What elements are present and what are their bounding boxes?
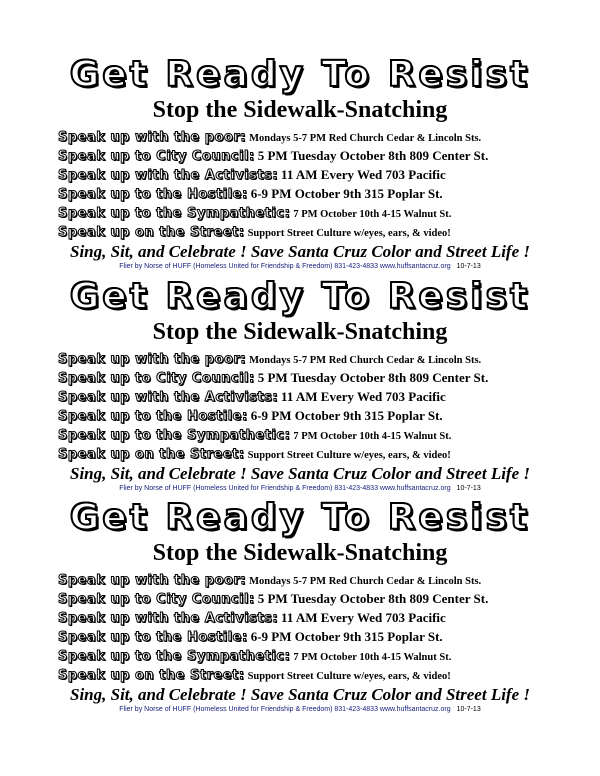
event-label: Speak up to the Sympathetic:	[58, 428, 291, 443]
credit-date: 10-7-13	[456, 706, 481, 713]
credit-line	[0, 262, 600, 272]
event-label: Speak up with the Activists:	[58, 390, 279, 405]
event-detail: 7 PM October 10th 4-15 Walnut St.	[293, 431, 452, 442]
headline: Get Ready To Resist	[69, 276, 531, 317]
event-label: Speak up to the Hostile:	[58, 630, 248, 645]
event-detail: Support Street Culture w/eyes, ears, & video!	[247, 671, 451, 682]
headline: Get Ready To Resist	[69, 54, 531, 95]
event-row	[58, 386, 598, 405]
event-detail: 11 AM Every Wed 703 Pacific	[281, 389, 446, 404]
credit-line	[0, 484, 600, 494]
event-detail: Support Street Culture w/eyes, ears, & video!	[247, 228, 451, 239]
event-label: Speak up with the Activists:	[58, 611, 279, 626]
event-label: Speak up with the poor:	[58, 352, 247, 367]
headline: Get Ready To Resist	[69, 497, 531, 538]
event-detail: 5 PM Tuesday October 8th 809 Center St.	[257, 591, 489, 606]
event-detail: Mondays 5-7 PM Red Church Cedar & Lincoln Sts.	[249, 133, 482, 144]
event-row	[58, 348, 598, 367]
slogan: Sing, Sit, and Celebrate ! Save Santa Cruz Color and Street Life !	[69, 464, 530, 483]
slogan: Sing, Sit, and Celebrate ! Save Santa Cruz Color and Street Life !	[69, 685, 530, 704]
event-detail: 6-9 PM October 9th 315 Poplar St.	[250, 408, 443, 423]
event-row	[58, 443, 598, 462]
event-detail: 6-9 PM October 9th 315 Poplar St.	[250, 186, 443, 201]
credit-text: Flier by Norse of HUFF (Homeless United for Friendship & Freedom) 831-423-4833 www.huffsantacruz.org	[119, 706, 451, 713]
event-label: Speak up to City Council:	[58, 149, 255, 164]
credit-line	[0, 705, 600, 715]
event-detail: Mondays 5-7 PM Red Church Cedar & Lincoln Sts.	[249, 576, 482, 587]
event-row	[58, 183, 598, 202]
event-label: Speak up on the Street:	[58, 668, 245, 683]
event-detail: Support Street Culture w/eyes, ears, & video!	[247, 450, 451, 461]
event-row	[58, 607, 598, 626]
event-row	[58, 202, 598, 221]
event-detail: 11 AM Every Wed 703 Pacific	[281, 610, 446, 625]
event-row	[58, 569, 598, 588]
event-row	[58, 145, 598, 164]
slogan: Sing, Sit, and Celebrate ! Save Santa Cruz Color and Street Life !	[69, 242, 530, 261]
event-label: Speak up on the Street:	[58, 225, 245, 240]
event-detail: Mondays 5-7 PM Red Church Cedar & Lincoln Sts.	[249, 355, 482, 366]
event-row	[58, 164, 598, 183]
event-detail: 7 PM October 10th 4-15 Walnut St.	[293, 209, 452, 220]
flier-copy-2	[0, 277, 600, 494]
event-row	[58, 588, 598, 607]
event-row	[58, 626, 598, 645]
subhead: Stop the Sidewalk-Snatching	[152, 319, 448, 345]
flier-copy-1	[0, 55, 600, 272]
event-label: Speak up with the Activists:	[58, 168, 279, 183]
credit-date: 10-7-13	[456, 485, 481, 492]
event-row	[58, 664, 598, 683]
event-detail: 7 PM October 10th 4-15 Walnut St.	[293, 652, 452, 663]
credit-date: 10-7-13	[456, 263, 481, 270]
event-row	[58, 367, 598, 386]
event-row	[58, 221, 598, 240]
event-label: Speak up to City Council:	[58, 371, 255, 386]
event-row	[58, 645, 598, 664]
event-label: Speak up to City Council:	[58, 592, 255, 607]
event-detail: 5 PM Tuesday October 8th 809 Center St.	[257, 370, 489, 385]
subhead: Stop the Sidewalk-Snatching	[152, 540, 448, 566]
event-label: Speak up with the poor:	[58, 130, 247, 145]
credit-text: Flier by Norse of HUFF (Homeless United for Friendship & Freedom) 831-423-4833 www.huffsantacruz.org	[119, 263, 451, 270]
event-detail: 6-9 PM October 9th 315 Poplar St.	[250, 629, 443, 644]
event-detail: 11 AM Every Wed 703 Pacific	[281, 167, 446, 182]
subhead: Stop the Sidewalk-Snatching	[152, 97, 448, 123]
event-label: Speak up to the Sympathetic:	[58, 649, 291, 664]
event-detail: 5 PM Tuesday October 8th 809 Center St.	[257, 148, 489, 163]
event-label: Speak up to the Sympathetic:	[58, 206, 291, 221]
event-row	[58, 424, 598, 443]
event-label: Speak up with the poor:	[58, 573, 247, 588]
event-row	[58, 126, 598, 145]
event-label: Speak up to the Hostile:	[58, 187, 248, 202]
event-label: Speak up on the Street:	[58, 447, 245, 462]
event-label: Speak up to the Hostile:	[58, 409, 248, 424]
event-row	[58, 405, 598, 424]
flier-copy-3	[0, 498, 600, 715]
credit-text: Flier by Norse of HUFF (Homeless United for Friendship & Freedom) 831-423-4833 www.huffsantacruz.org	[119, 485, 451, 492]
